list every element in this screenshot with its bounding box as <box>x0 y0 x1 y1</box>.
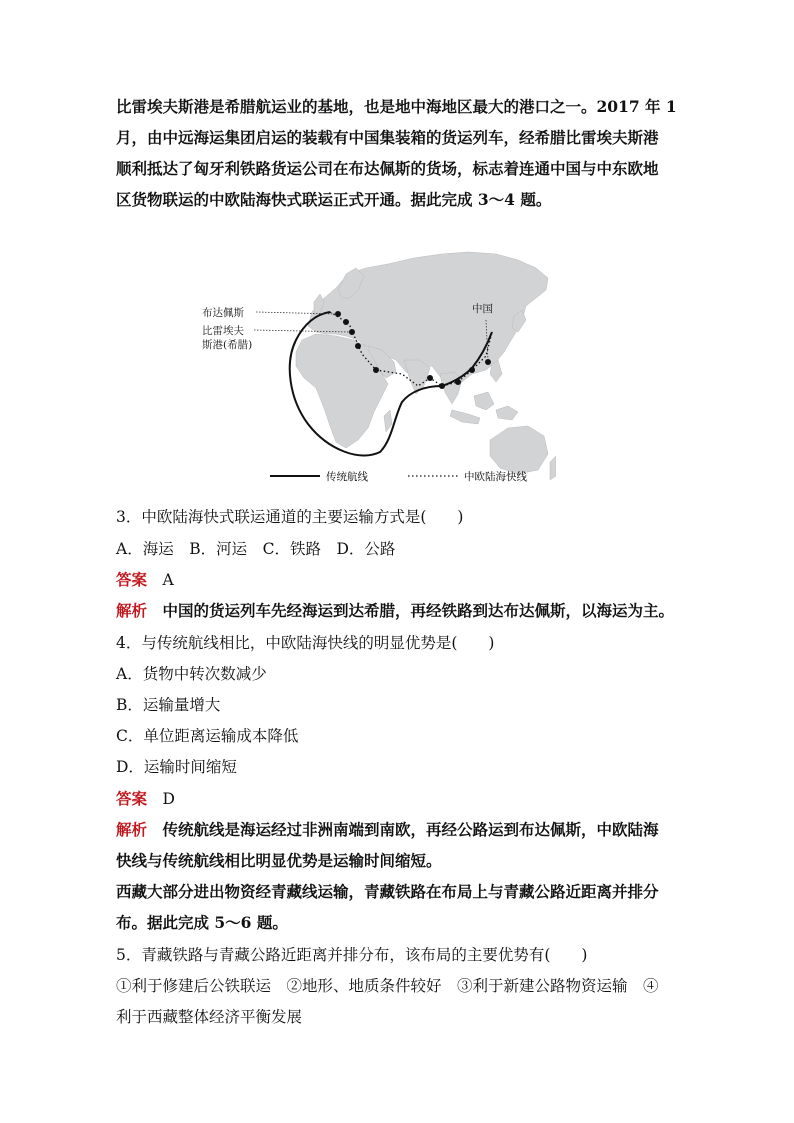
madagascar <box>384 410 392 432</box>
indonesia-1 <box>450 410 480 424</box>
stop-piraeus <box>349 329 355 335</box>
q3-answer <box>116 570 174 590</box>
q5-options-line-2: 利于西藏整体经济平衡发展 <box>116 1008 303 1026</box>
label-china: 中国 <box>472 303 493 315</box>
q4-answer-label: 答案 <box>116 789 148 808</box>
map-land <box>296 252 556 480</box>
q4-option-b: B．运输量增大 <box>116 696 221 714</box>
indonesia-3 <box>496 406 518 420</box>
q4-answer <box>116 789 175 809</box>
stop-3 <box>373 367 379 373</box>
q3-analysis-text: 中国的货运列车先经海运到达希腊，再经铁路到达布达佩斯，以海运为主。 <box>162 601 675 620</box>
q4-analysis-label: 解析 <box>116 820 148 839</box>
map-legend <box>270 470 527 483</box>
q4-analysis-line-2: 快线与传统航线相比明显优势是运输时间缩短。 <box>116 851 442 870</box>
stop-1 <box>343 319 349 325</box>
q4-analysis <box>116 820 659 840</box>
route-map-figure <box>196 228 556 490</box>
q3-answer-value: A <box>162 571 174 589</box>
label-budapest: 布达佩斯 <box>202 307 244 319</box>
intro-line-2: 月，由中远海运集团启运的装载有中国集装箱的货运列车，经希腊比雷埃夫斯港 <box>116 128 659 147</box>
q5-stem: 5．青藏铁路与青藏公路近距离并排分布，该布局的主要优势有( ) <box>116 946 588 964</box>
new-zealand <box>550 456 556 480</box>
q3-answer-label: 答案 <box>116 570 148 589</box>
stop-6 <box>455 379 461 385</box>
intro-line-4: 区货物联运的中欧陆海快式联运正式开通。据此完成 3～4 题。 <box>116 190 552 209</box>
intro-line-3: 顺利抵达了匈牙利铁路货运公司在布达佩斯的货场，标志着连通中国与中东欧地 <box>116 159 659 178</box>
route-map <box>196 228 556 490</box>
q3-stem: 3．中欧陆海快式联运通道的主要运输方式是( ) <box>116 508 464 526</box>
legend-express: 中欧陆海快线 <box>464 471 527 483</box>
stop-budapest <box>335 311 341 317</box>
australia <box>490 426 548 474</box>
label-piraeus-2: 斯港(希腊) <box>202 339 253 351</box>
q3-analysis-label: 解析 <box>116 601 148 620</box>
q4-answer-value: D <box>162 790 175 808</box>
legend-traditional: 传统航线 <box>326 471 368 483</box>
q4-option-c: C．单位距离运输成本降低 <box>116 727 299 745</box>
q4-option-d: D．运输时间缩短 <box>116 758 237 776</box>
q3-analysis <box>116 601 674 621</box>
q4-analysis-line-1: 传统航线是海运经过非洲南端到南欧，再经公路运到布达佩斯，中欧陆海 <box>162 820 659 839</box>
indonesia-2 <box>474 392 494 410</box>
stop-2 <box>355 343 361 349</box>
intro2-line-1: 西藏大部分进出物资经青藏线运输，青藏铁路在布局上与青藏公路近距离并排分 <box>116 882 659 901</box>
q3-options: A．海运 B．河运 C．铁路 D．公路 <box>116 540 396 558</box>
q5-options-line-1: ①利于修建后公铁联运 ②地形、地质条件较好 ③利于新建公路物资运输 ④ <box>116 977 659 995</box>
label-piraeus-1: 比雷埃夫 <box>202 325 244 337</box>
stop-7 <box>469 367 475 373</box>
intro2-line-2: 布。据此完成 5～6 题。 <box>116 913 288 932</box>
stop-5 <box>439 383 445 389</box>
stop-4 <box>427 375 433 381</box>
intro-line-1: 比雷埃夫斯港是希腊航运业的基地，也是地中海地区最大的港口之一。2017 年 1 <box>116 97 677 116</box>
india <box>404 360 430 394</box>
q4-option-a: A．货物中转次数减少 <box>116 665 267 683</box>
q4-stem: 4．与传统航线相比，中欧陆海快线的明显优势是( ) <box>116 634 495 652</box>
